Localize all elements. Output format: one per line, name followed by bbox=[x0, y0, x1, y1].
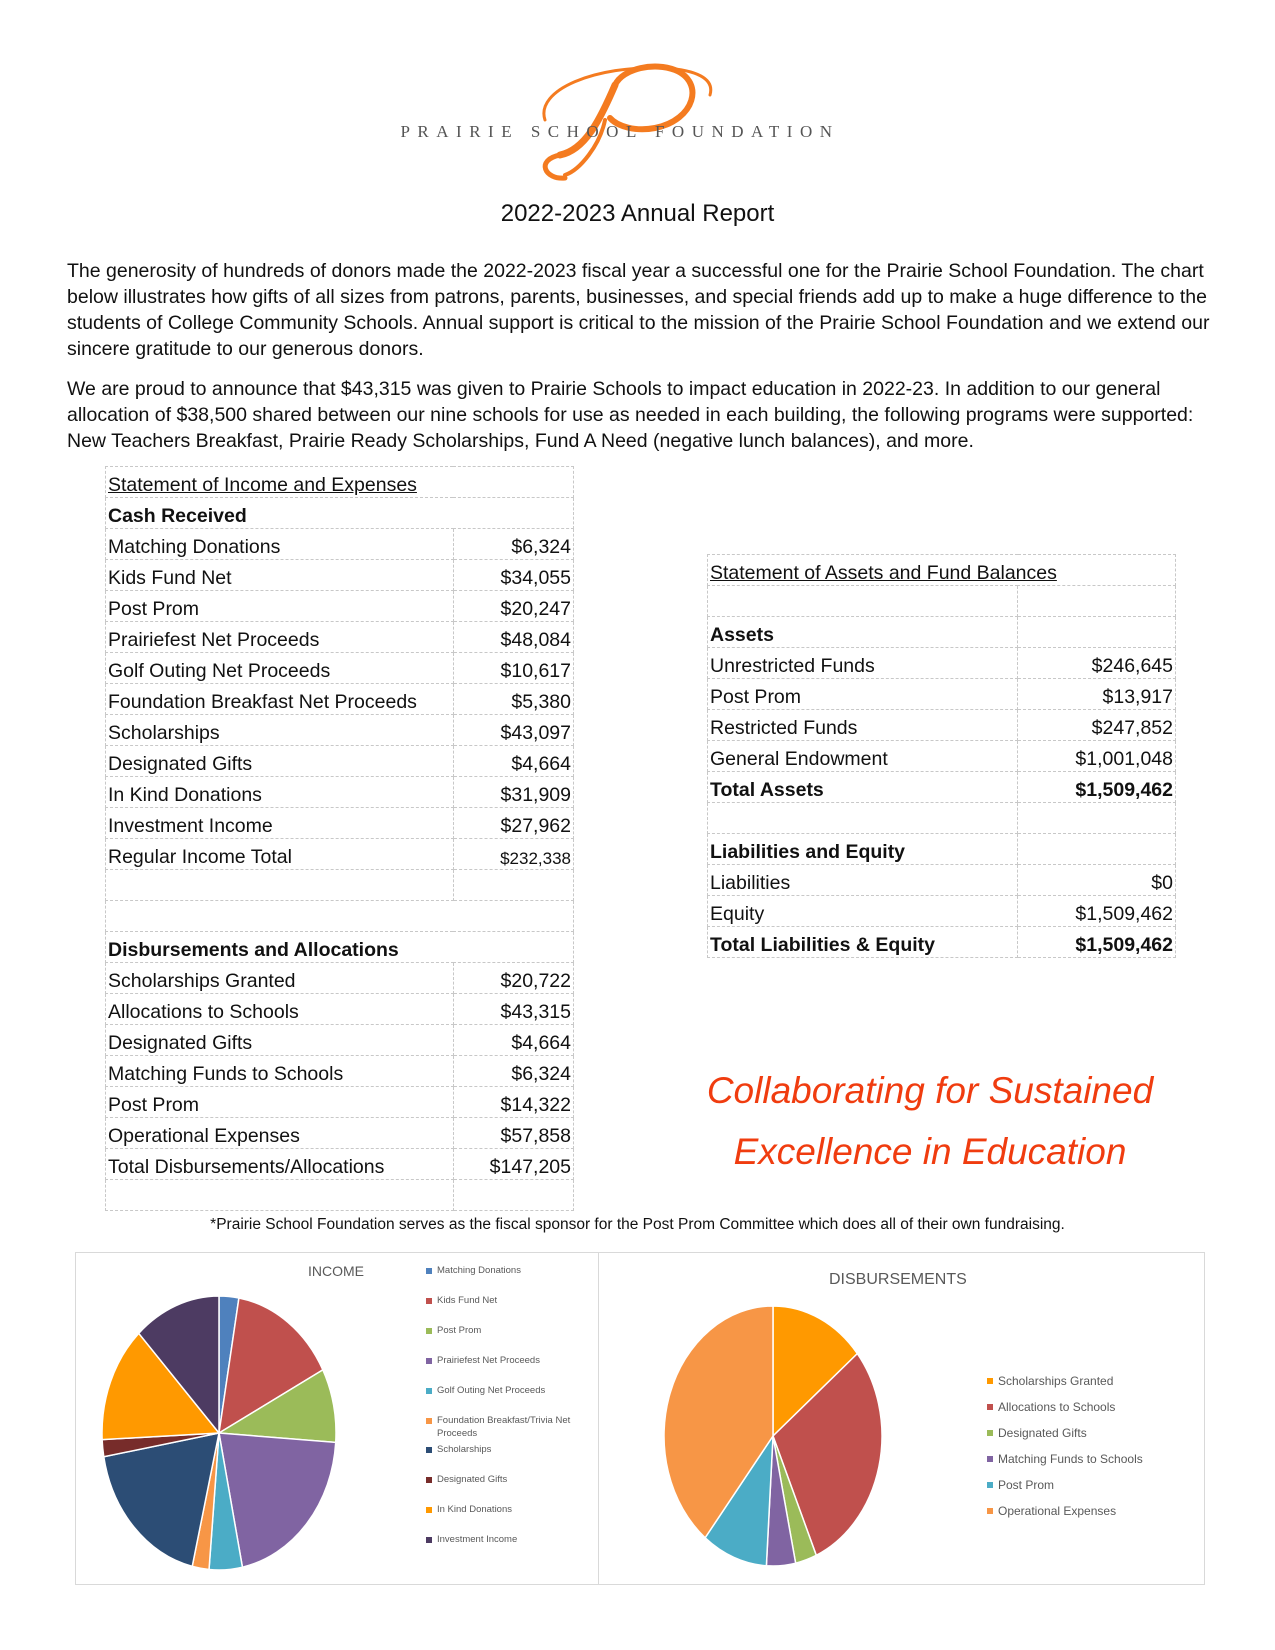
logo-wordmark: PRAIRIE SCHOOL FOUNDATION bbox=[400, 122, 840, 141]
intro-paragraph-2: We are proud to announce that $43,315 was given to Prairie Schools to impact education in 2022-23. In addition to our general allocation of $38,500 shared between our nine schools for use as needed in each building, the following programs were supported: New Teachers Breakfast, Prairie Ready Scholarships, Fund A Need (negative lunch balances), and more. bbox=[67, 378, 1194, 452]
row-label: Post Prom bbox=[106, 1087, 454, 1118]
income-legend bbox=[426, 1264, 596, 1563]
disbursements-total-value: $147,205 bbox=[453, 1149, 574, 1180]
assets-heading: Assets bbox=[708, 617, 1018, 648]
legend-item: Prairiefest Net Proceeds bbox=[426, 1354, 596, 1384]
legend-swatch-icon bbox=[987, 1482, 993, 1488]
row-label: General Endowment bbox=[708, 741, 1018, 772]
row-value: $1,001,048 bbox=[1018, 741, 1176, 772]
row-label: Scholarships bbox=[106, 715, 454, 746]
row-value: $4,664 bbox=[453, 746, 574, 777]
row-value: $5,380 bbox=[453, 684, 574, 715]
income-table-title: Statement of Income and Expenses bbox=[108, 474, 417, 496]
legend-item: Operational Expenses bbox=[987, 1503, 1143, 1529]
regular-income-total-label: Regular Income Total bbox=[106, 839, 454, 870]
legend-swatch-icon bbox=[987, 1378, 993, 1384]
legend-swatch-icon bbox=[426, 1507, 432, 1513]
row-label: Designated Gifts bbox=[106, 1025, 454, 1056]
table-row bbox=[106, 932, 574, 963]
legend-swatch-icon bbox=[987, 1404, 993, 1410]
legend-swatch-icon bbox=[426, 1328, 432, 1334]
table-row bbox=[106, 1025, 574, 1056]
table-row bbox=[106, 1149, 574, 1180]
table-row-blank bbox=[106, 901, 574, 932]
assets-fund-balances-table bbox=[707, 554, 1176, 958]
table-row bbox=[708, 927, 1176, 958]
table-row-blank bbox=[708, 586, 1176, 617]
disbursements-total-label: Total Disbursements/Allocations bbox=[106, 1149, 454, 1180]
page-title: 2022-2023 Annual Report bbox=[500, 200, 775, 227]
row-label: In Kind Donations bbox=[106, 777, 454, 808]
tagline-line-2: Excellence in Education bbox=[733, 1131, 1127, 1172]
row-value: $48,084 bbox=[453, 622, 574, 653]
legend-item: Allocations to Schools bbox=[987, 1399, 1143, 1425]
footnote: *Prairie School Foundation serves as the fiscal sponsor for the Post Prom Committee which does all of their own fundraising. bbox=[210, 1216, 1065, 1233]
table-row bbox=[106, 963, 574, 994]
table-row bbox=[708, 896, 1176, 927]
row-label: Designated Gifts bbox=[106, 746, 454, 777]
row-value: $246,645 bbox=[1018, 648, 1176, 679]
legend-swatch-icon bbox=[426, 1358, 432, 1364]
row-label: Matching Donations bbox=[106, 529, 454, 560]
disbursements-heading: Disbursements and Allocations bbox=[106, 932, 574, 963]
table-row bbox=[708, 772, 1176, 803]
tagline-line-1: Collaborating for Sustained bbox=[706, 1070, 1154, 1111]
liabilities-heading: Liabilities and Equity bbox=[708, 834, 1018, 865]
income-pie-chart bbox=[75, 1252, 599, 1585]
table-row bbox=[106, 994, 574, 1025]
table-row-blank bbox=[708, 803, 1176, 834]
legend-item: Post Prom bbox=[426, 1324, 596, 1354]
row-label: Matching Funds to Schools bbox=[106, 1056, 454, 1087]
legend-swatch-icon bbox=[426, 1477, 432, 1483]
legend-item: Matching Donations bbox=[426, 1264, 596, 1294]
row-value: $43,315 bbox=[453, 994, 574, 1025]
assets-table-title: Statement of Assets and Fund Balances bbox=[710, 562, 1057, 584]
table-row bbox=[106, 622, 574, 653]
table-row-blank bbox=[106, 870, 574, 901]
row-value: $57,858 bbox=[453, 1118, 574, 1149]
legend-swatch-icon bbox=[987, 1508, 993, 1514]
total-assets-value: $1,509,462 bbox=[1018, 772, 1176, 803]
legend-item: Designated Gifts bbox=[426, 1473, 596, 1503]
chart-title: INCOME bbox=[308, 1263, 364, 1279]
table-row bbox=[708, 617, 1176, 648]
row-label: Prairiefest Net Proceeds bbox=[106, 622, 454, 653]
legend-swatch-icon bbox=[426, 1447, 432, 1453]
row-label: Restricted Funds bbox=[708, 710, 1018, 741]
row-label: Golf Outing Net Proceeds bbox=[106, 653, 454, 684]
legend-swatch-icon bbox=[987, 1456, 993, 1462]
legend-swatch-icon bbox=[426, 1388, 432, 1394]
disbursements-legend bbox=[987, 1373, 1143, 1529]
legend-item: In Kind Donations bbox=[426, 1503, 596, 1533]
regular-income-total-value: $232,338 bbox=[453, 839, 574, 870]
table-row bbox=[708, 710, 1176, 741]
row-label: Allocations to Schools bbox=[106, 994, 454, 1025]
table-row bbox=[106, 591, 574, 622]
legend-swatch-icon bbox=[426, 1268, 432, 1274]
legend-item: Matching Funds to Schools bbox=[987, 1451, 1143, 1477]
row-value: $31,909 bbox=[453, 777, 574, 808]
income-expenses-table bbox=[105, 466, 574, 1211]
row-label: Equity bbox=[708, 896, 1018, 927]
disbursements-pie-chart bbox=[598, 1252, 1205, 1585]
row-value: $27,962 bbox=[453, 808, 574, 839]
table-row-blank bbox=[106, 1180, 574, 1211]
legend-swatch-icon bbox=[426, 1298, 432, 1304]
row-value: $20,722 bbox=[453, 963, 574, 994]
table-row bbox=[106, 498, 574, 529]
row-value: $14,322 bbox=[453, 1087, 574, 1118]
table-row bbox=[106, 746, 574, 777]
table-row bbox=[106, 839, 574, 870]
row-value: $13,917 bbox=[1018, 679, 1176, 710]
row-label: Kids Fund Net bbox=[106, 560, 454, 591]
row-label: Operational Expenses bbox=[106, 1118, 454, 1149]
foundation-logo bbox=[380, 60, 860, 185]
legend-item: Golf Outing Net Proceeds bbox=[426, 1384, 596, 1414]
table-row bbox=[708, 834, 1176, 865]
tagline bbox=[680, 1060, 1180, 1182]
legend-item: Scholarships bbox=[426, 1443, 596, 1473]
legend-swatch-icon bbox=[987, 1430, 993, 1436]
legend-swatch-icon bbox=[426, 1418, 432, 1424]
row-label: Liabilities bbox=[708, 865, 1018, 896]
table-row bbox=[106, 529, 574, 560]
table-row bbox=[106, 808, 574, 839]
row-value: $247,852 bbox=[1018, 710, 1176, 741]
row-label: Post Prom bbox=[708, 679, 1018, 710]
row-value: $6,324 bbox=[453, 529, 574, 560]
legend-swatch-icon bbox=[426, 1537, 432, 1543]
total-assets-label: Total Assets bbox=[708, 772, 1018, 803]
table-row bbox=[708, 679, 1176, 710]
table-row bbox=[106, 684, 574, 715]
table-row bbox=[106, 560, 574, 591]
row-value: $34,055 bbox=[453, 560, 574, 591]
row-value: $4,664 bbox=[453, 1025, 574, 1056]
intro-paragraph-1: The generosity of hundreds of donors made the 2022-2023 fiscal year a successful one for the Prairie School Foundation. The chart below illustrates how gifts of all sizes from patrons, parents, businesses, and special friends add up to make a huge difference to the students of College Community Schools. Annual support is critical to the mission of the Prairie School Foundation and we extend our sincere gratitude to our generous donors. bbox=[67, 260, 1210, 360]
row-value: $0 bbox=[1018, 865, 1176, 896]
table-row bbox=[106, 1087, 574, 1118]
table-row bbox=[106, 777, 574, 808]
table-row bbox=[708, 648, 1176, 679]
row-value: $1,509,462 bbox=[1018, 896, 1176, 927]
table-row bbox=[106, 1056, 574, 1087]
legend-item: Post Prom bbox=[987, 1477, 1143, 1503]
legend-item: Designated Gifts bbox=[987, 1425, 1143, 1451]
table-row bbox=[708, 865, 1176, 896]
row-value: $6,324 bbox=[453, 1056, 574, 1087]
row-label: Post Prom bbox=[106, 591, 454, 622]
table-row bbox=[106, 715, 574, 746]
table-row bbox=[708, 741, 1176, 772]
legend-item: Scholarships Granted bbox=[987, 1373, 1143, 1399]
row-value: $10,617 bbox=[453, 653, 574, 684]
row-label: Scholarships Granted bbox=[106, 963, 454, 994]
table-row bbox=[708, 555, 1176, 586]
row-label: Investment Income bbox=[106, 808, 454, 839]
row-label: Foundation Breakfast Net Proceeds bbox=[106, 684, 454, 715]
total-liabilities-equity-value: $1,509,462 bbox=[1018, 927, 1176, 958]
table-row bbox=[106, 1118, 574, 1149]
legend-item: Kids Fund Net bbox=[426, 1294, 596, 1324]
cash-received-heading: Cash Received bbox=[106, 498, 574, 529]
row-label: Unrestricted Funds bbox=[708, 648, 1018, 679]
row-value: $20,247 bbox=[453, 591, 574, 622]
chart-title: DISBURSEMENTS bbox=[829, 1271, 967, 1288]
total-liabilities-equity-label: Total Liabilities & Equity bbox=[708, 927, 1018, 958]
table-row bbox=[106, 653, 574, 684]
row-value: $43,097 bbox=[453, 715, 574, 746]
legend-item: Investment Income bbox=[426, 1533, 596, 1563]
legend-item: Foundation Breakfast/Trivia Net Proceeds bbox=[426, 1414, 596, 1443]
table-row bbox=[106, 467, 574, 498]
